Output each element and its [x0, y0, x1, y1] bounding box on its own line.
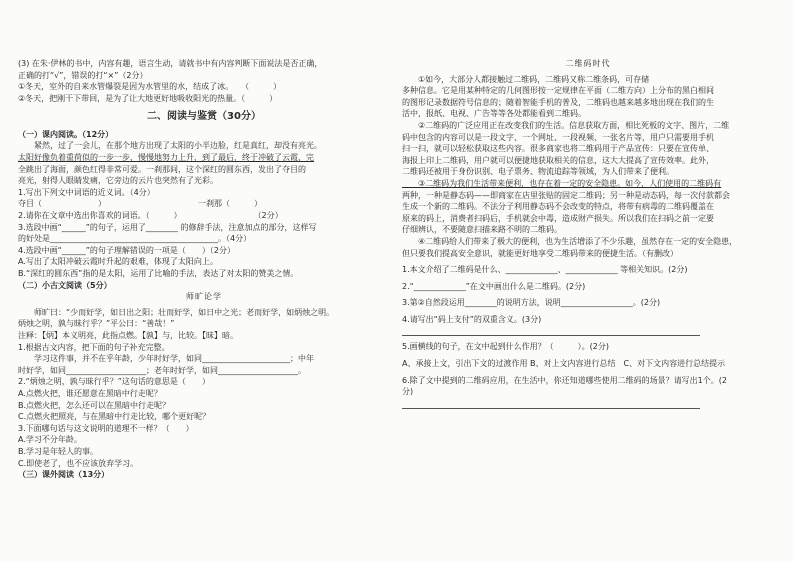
left-column — [18, 58, 390, 481]
article-line: 仔细辨认，不要随意扫描来路不明的二维码。 — [402, 225, 562, 235]
poem-note: 注释：【炳】本义明亮，此指点燃。【孰】与，比较。【昧】暗。 — [18, 330, 238, 340]
subsection-2: （二）小古文阅读（5分） — [18, 280, 112, 290]
question-5: 1.根据古文内容，把下面的句子补充完整。 — [18, 342, 170, 352]
intro-item-2: ②冬天，把刚干下带回，是为了让大地更好地吸收阳光的热量。（ ） — [18, 93, 278, 103]
article-line: 的图形记录数据符号信息的；随着智能手机的普及，二维码也越来越多地出现在我们的生 — [402, 97, 714, 107]
intro-question: (3) 在朱·伊林的书中，内容有趣，语言生动，请就书中有内容判断下面说法是否正确， — [18, 59, 323, 68]
intro-question-cont: 正确的打“√”，错误的打“×”（2分） — [18, 70, 148, 80]
poem-title: 师旷论学 — [186, 292, 222, 302]
question-1: 1.写出下列文中词语的近义词。（4分） — [18, 187, 155, 197]
passage-line: 全跳出了海面，颜色红得非常可爱。一刹那间，这个深红的圆东西，发出了夺目的 — [18, 164, 306, 174]
article-question-2: 2.“_____________”在文中画出什么是二维码。(2分) — [402, 281, 586, 291]
article-line: ①如今，大部分人都接触过二维码，二维码又称二维条码，可存储 — [402, 74, 650, 84]
article-question-3: 3.第②自然段运用________的说明方法，说明__________________。(2分) — [402, 298, 661, 308]
article-line: 扫一扫，就可以轻松获取这些内容。很多商家也将二维码用于产品宣传：只要在宣传单、 — [402, 144, 714, 154]
article-title: 二维码时代 — [565, 59, 611, 68]
question-4-option-b: B.“深红的圆东西”指的是太阳，运用了比喻的手法，表达了对太阳的赞美之情。 — [18, 269, 299, 278]
article-line: ④二维码给人们带来了极大的便利，也为生活增添了不少乐趣，虽然存在一定的安全隐患， — [402, 236, 738, 246]
subsection-1: （一）课内阅读。（12分） — [18, 129, 114, 139]
right-column — [402, 58, 774, 409]
article-line: 多种信息。它是用某种特定的几何图形按一定规律在平面（二维方向）上分布的黑白相间 — [402, 86, 714, 96]
question-7-option-b: B.学习是年轻人的事。 — [18, 446, 99, 456]
poem-line: 炳烛之明，孰与昧行乎？”平公曰：“善哉！” — [18, 319, 175, 329]
question-1-answer: 夺目（ ） 一刹那（ ） — [18, 199, 262, 209]
question-6-option-b: B.点燃火把，怎么还可以在黑暗中行走呢？ — [18, 400, 171, 410]
question-6: 2.“炳烛之明，孰与昧行乎？”这句话的意思是（ ） — [18, 377, 210, 387]
article-question-4: 4.请写出“码上支付”的双重含义。(3分) — [402, 314, 542, 324]
article-line: 二维码还被用于身份识别、电子票务、物流追踪等领域，为人们带来了便利。 — [402, 167, 674, 177]
article-question-1: 1.本文介绍了二维码是什么、_____________、_____________ 等相关知识。(2分) — [402, 265, 688, 275]
question-7-option-c: C.即使老了，也不应该放弃学习。 — [18, 458, 139, 468]
question-2: 2.请你在文章中选出你喜欢的词语。（ ） （2分） — [18, 211, 283, 221]
question-5-b: 时好学，如同____________________；老年时好学，如同____________________。 — [18, 365, 306, 375]
question-6-option-a: A.点燃火把，谁还愿意在黑暗中行走呢？ — [18, 388, 162, 398]
subsection-3: （三）课外阅读（13分） — [18, 470, 110, 480]
article-question-5: 5.画横线的句子，在文中起到什么作用？（ ）。(2分) — [402, 342, 609, 352]
article-line: 活中，报纸、电视、广告等等各处都能看到二维码。 — [402, 109, 586, 119]
article-line: 原来的码上，消费者扫码后，手机就会中毒，造成财产损失。所以我们在扫码之前一定要 — [402, 213, 714, 223]
article-line: 海报上印上二维码，用户就可以便捷地获取相关的信息，这大大提高了宣传效率。此外， — [402, 155, 714, 165]
article-line: 两种，一种是静态码——即商家在店里张贴的固定二维码；另一种是动态码，每一次付款都会 — [402, 190, 730, 200]
passage-line: 太阳好像负着重荷似的一步一步，慢慢地努力上升，到了最后，终于冲破了云霞，完 — [18, 153, 314, 163]
article-question-6: 6.除了文中提到的二维码应用，在生活中，你还知道哪些使用二维码的场景？请写出1个。(2 — [402, 375, 727, 385]
passage-line: 紧然，过了一会儿，在那个地方出现了太阳的小半边脸，红是真红，却没有亮光。 — [18, 141, 322, 151]
article-line: 码中包含的内容可以是一段文字、一个网址、一段视频、一张名片等，用户只需要用手机 — [402, 132, 714, 142]
answer-line — [402, 408, 700, 409]
question-6-option-c: C.点燃火把照亮，与在黑暗中行走比较，哪个更好呢？ — [18, 412, 211, 422]
article-question-6-cont: 分) — [402, 387, 414, 397]
article-line: 生成一个新的二维码。不法分子利用静态码不会改变的特点，将带有病毒的二维码覆盖在 — [402, 202, 714, 212]
article-question-5-options: A、承接上文，引出下文的过渡作用 B、对上文内容进行总结 C、对下文内容进行总结提示 — [402, 359, 726, 369]
question-7-option-a: A.学习不分年龄。 — [18, 435, 82, 445]
question-7: 3.下面哪句话与这文说明的道理不一样？（ ） — [18, 423, 194, 433]
question-3: 3.选段中画“______”的句子，运用了________ 的修辞手法，注意加点的部分，这样写 — [18, 222, 317, 232]
question-3-cont: 的好处是__________________________________________。（4分） — [18, 234, 252, 244]
intro-item-1: ①冬天，室外的自来水管爆裂是因为水管里的水，结成了冰。 （ ） — [18, 82, 282, 92]
section-title: 二、阅读与鉴赏（30分） — [147, 111, 261, 123]
article-line: ②二维码的广泛应用正在改变我们的生活。信息获取方面，相比死板的文字、图片，二维 — [402, 120, 730, 130]
question-4: 4.选段中画“______”的句子理解错误的一项是（ ）（2分） — [18, 245, 236, 255]
article-line: 但只要我们提高安全意识，就能更好地享受二维码带来的便捷生活。（有删改） — [402, 248, 678, 258]
question-5-a: 学习这件事，并不在乎年龄，少年时好学，如同______________________；中年 — [18, 354, 314, 364]
question-4-option-a: A.写出了太阳冲破云霞时升起的艰难，体现了太阳向上。 — [18, 257, 218, 267]
passage-line: 亮光，射得人眼睛发痛，它旁边的云片也突然有了光彩。 — [18, 176, 218, 186]
article-line: ③二维码为我们生活带来便利，也存在着一定的安全隐患。如今，人们使用的二维码有 — [402, 178, 722, 188]
poem-line: 师旷曰：“少而好学，如日出之阳；壮而好学，如日中之光；老而好学，如炳烛之明。 — [18, 307, 335, 317]
